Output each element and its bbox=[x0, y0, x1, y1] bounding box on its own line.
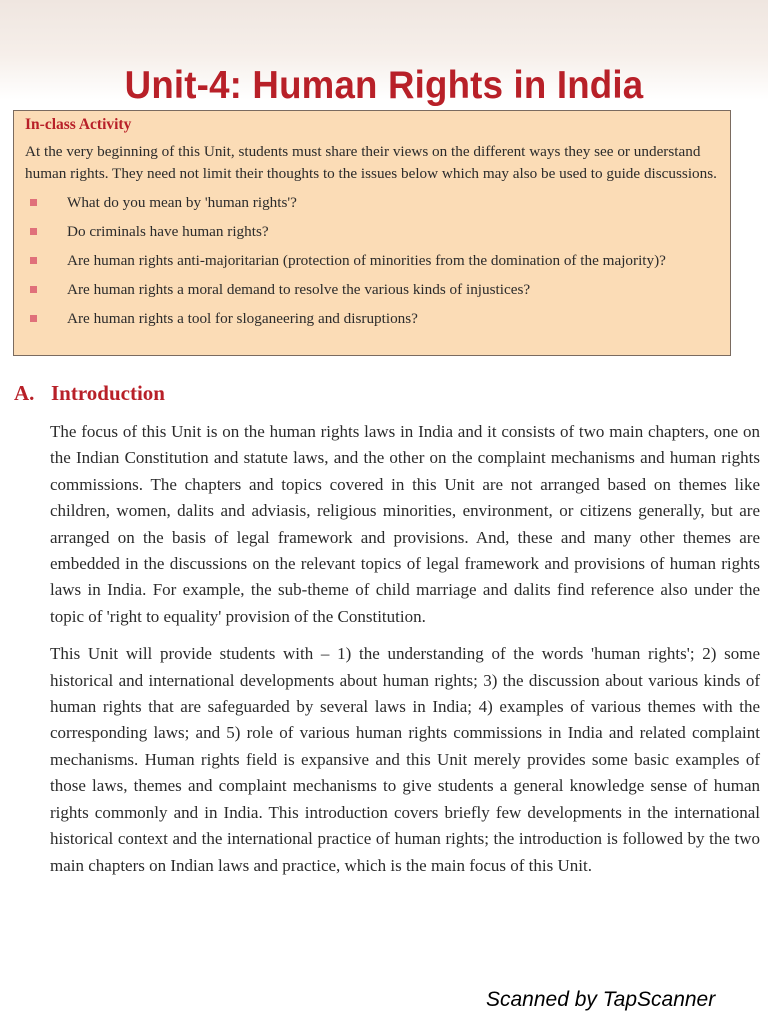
introduction-body bbox=[50, 419, 760, 890]
list-item bbox=[25, 246, 718, 275]
question-text: Are human rights anti-majoritarian (protection of minorities from the domination of the majority)? bbox=[67, 252, 666, 269]
section-letter: A. bbox=[14, 381, 35, 405]
scanner-watermark: Scanned by TapScanner bbox=[486, 988, 716, 1011]
paragraph: This Unit will provide students with – 1) the understanding of the words 'human rights'; 2) some historical and international developments about human rights; 3) the discussion about various kinds of human rights that are safeguarded by several laws in India; 4) examples of various themes with the corresponding laws; and 5) role of various human rights commissions in India and related complaint mechanisms. Human rights field is expansive and this Unit merely provides some basic examples of those laws, themes and complaint mechanisms to give students a general knowledge sense of human rights commonly and in India. This introduction covers briefly few developments in the international historical context and the international practice of human rights; the introduction is followed by the two main chapters on Indian laws and practice, which is the main focus of this Unit. bbox=[50, 644, 760, 875]
square-bullet-icon bbox=[30, 199, 37, 206]
square-bullet-icon bbox=[30, 228, 37, 235]
paragraph: The focus of this Unit is on the human rights laws in India and it consists of two main chapters, one on the Indian Constitution and statute laws, and the other on the complaint mechanisms and human rights commissions. The chapters and topics covered in this Unit are not arranged based on themes like children, women, dalits and adviasis, religious minorities, environment, or citizens generally, but are arranged on the basis of legal framework and provisions. And, these and many other themes are embedded in the discussions on the relevant topics of legal framework and provisions of human rights laws in India. For example, the sub-theme of child marriage and dalits find reference also under the topic of 'right to equality' provision of the Constitution. bbox=[50, 422, 760, 626]
list-item bbox=[25, 304, 718, 333]
activity-question-list bbox=[25, 188, 718, 333]
square-bullet-icon bbox=[30, 257, 37, 264]
activity-heading: In-class Activity bbox=[25, 116, 132, 133]
activity-intro: At the very beginning of this Unit, students must share their views on the different ways they see or understand human rights. They need not limit their thoughts to the issues below which may also be used to guide discussions. bbox=[25, 143, 717, 182]
list-item bbox=[25, 188, 718, 217]
section-title: Introduction bbox=[51, 381, 165, 405]
square-bullet-icon bbox=[30, 315, 37, 322]
question-text: Are human rights a tool for sloganeering and disruptions? bbox=[67, 310, 418, 327]
page-title: Unit-4: Human Rights in India bbox=[124, 64, 644, 108]
in-class-activity-box bbox=[13, 110, 731, 356]
question-text: What do you mean by 'human rights'? bbox=[67, 194, 297, 211]
question-text: Are human rights a moral demand to resolve the various kinds of injustices? bbox=[67, 281, 531, 298]
question-text: Do criminals have human rights? bbox=[67, 223, 269, 240]
list-item bbox=[25, 217, 718, 246]
list-item bbox=[25, 275, 718, 304]
section-heading bbox=[14, 381, 165, 406]
square-bullet-icon bbox=[30, 286, 37, 293]
